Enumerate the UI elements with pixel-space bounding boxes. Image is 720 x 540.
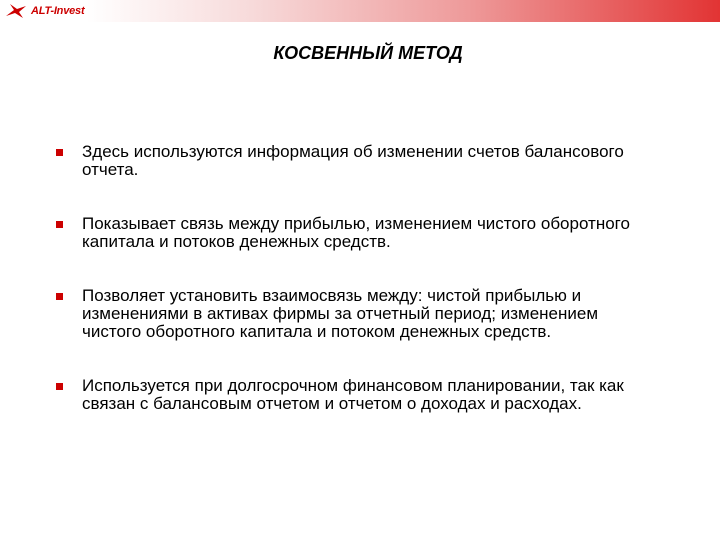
list-item-text: Здесь используются информация об изменении счетов балансового отчета. bbox=[82, 142, 624, 179]
star-icon bbox=[4, 3, 28, 19]
list-item bbox=[56, 287, 656, 341]
logo bbox=[4, 3, 84, 19]
bullet-square-icon bbox=[56, 383, 63, 390]
bullet-square-icon bbox=[56, 293, 63, 300]
logo-text: ALT-Invest bbox=[31, 5, 85, 17]
bullet-list bbox=[56, 143, 656, 413]
list-item-text: Позволяет установить взаимосвязь между: чистой прибылью и изменениями в активах фирмы за отчетный период; изменением чистого оборотного капитала и потоком денежных средств. bbox=[82, 286, 599, 341]
bullet-square-icon bbox=[56, 149, 63, 156]
bullet-square-icon bbox=[56, 221, 63, 228]
list-item-text: Используется при долгосрочном финансовом планировании, так как связан с балансовым отчетом и отчетом о доходах и расходах. bbox=[82, 376, 624, 413]
list-item bbox=[56, 215, 656, 251]
list-item bbox=[56, 143, 656, 179]
header-band bbox=[0, 0, 720, 22]
list-item bbox=[56, 377, 656, 413]
page-title: КОСВЕННЫЙ МЕТОД bbox=[273, 43, 463, 63]
list-item-text: Показывает связь между прибылью, изменением чистого оборотного капитала и потоков денежных средств. bbox=[82, 214, 630, 251]
